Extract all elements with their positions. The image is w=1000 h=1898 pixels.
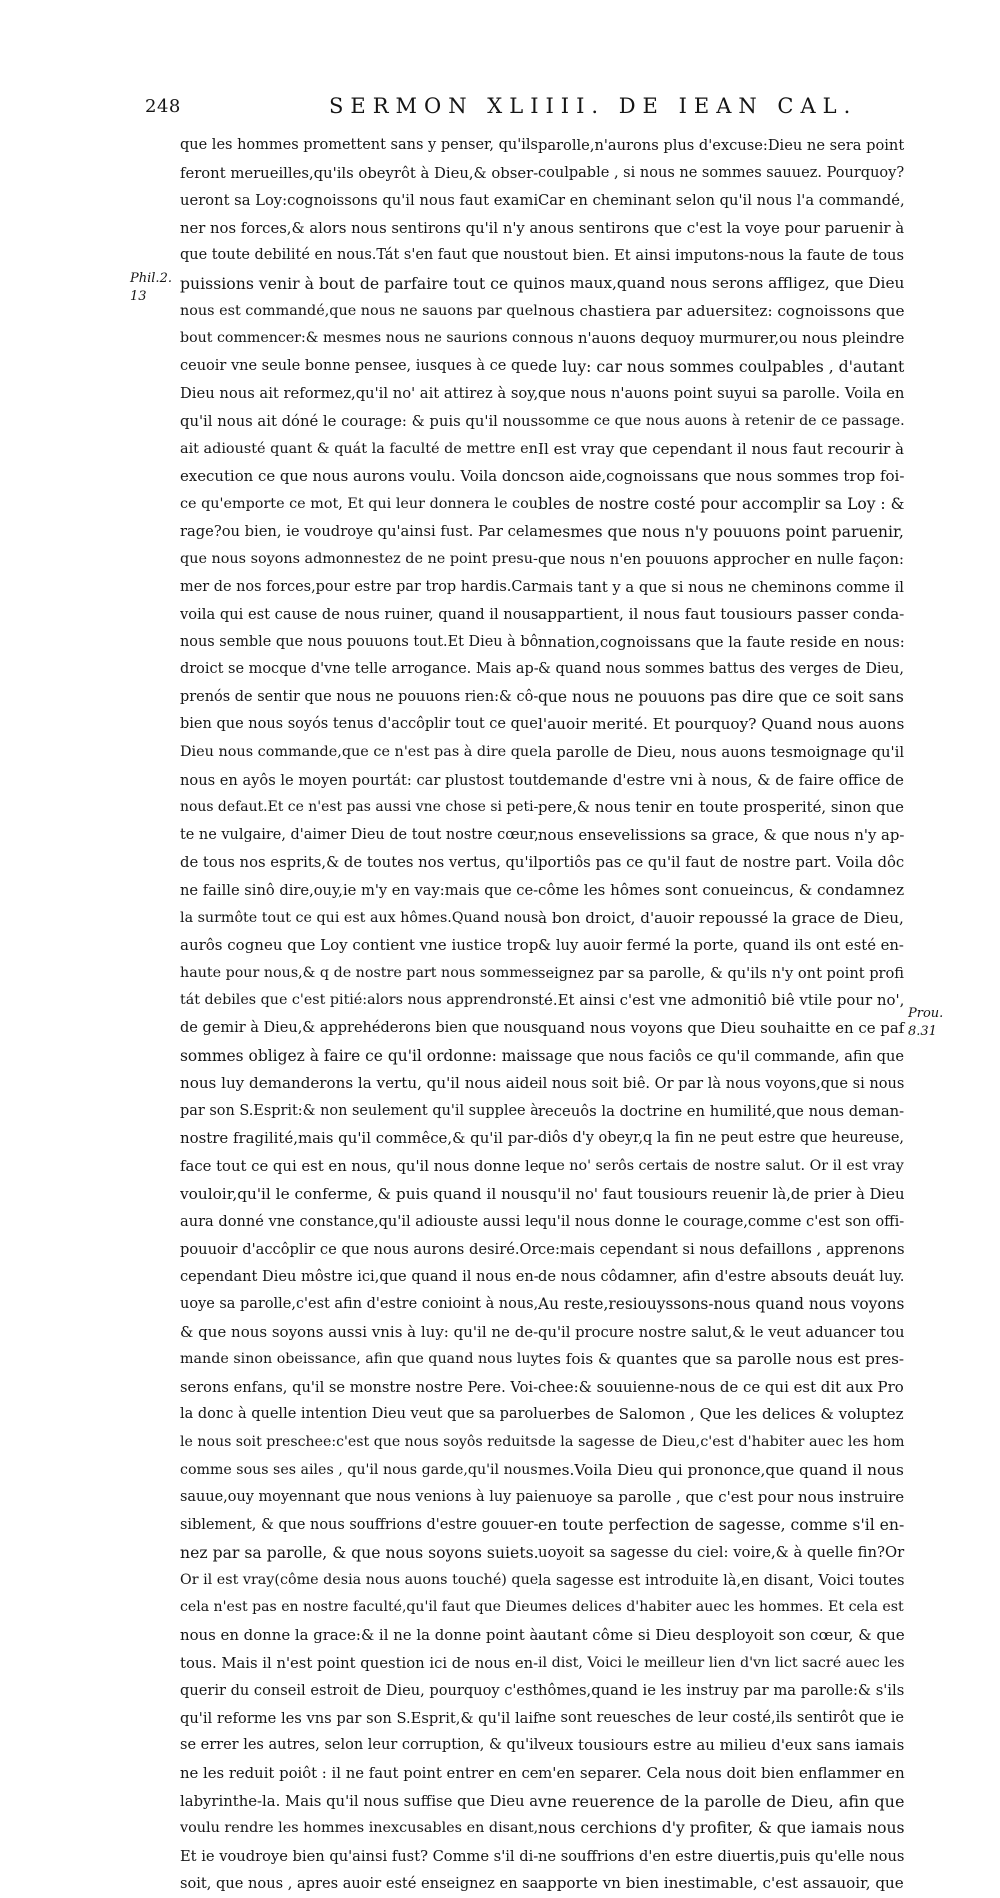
left-text-column — [180, 132, 542, 1898]
text-line: Il est vray que cependant il nous faut recourir à — [538, 439, 905, 458]
text-line: vouloir,qu'il le conferme, & puis quand il nous — [180, 1184, 538, 1203]
text-line: rage?ou bien, ie voudroye qu'ainsi fust. Par cela — [180, 523, 538, 541]
text-line: de tous nos esprits,& de toutes nos vertus, qu'il — [180, 854, 538, 872]
text-line: ne souffrions d'en estre diuertis,puis qu'elle nous — [538, 1847, 905, 1865]
text-line: nous luy demanderons la vertu, qu'il nous aide — [180, 1074, 539, 1093]
text-line: qu'il nous donne le courage,comme c'est son offi- — [538, 1213, 905, 1231]
text-line: la parolle de Dieu, nous auons tesmoignage qu'il — [538, 744, 905, 762]
text-line: te ne vulgaire, d'aimer Dieu de tout nostre cœur, — [180, 826, 539, 843]
text-line: la donc à quelle intention Dieu veut que sa parol — [180, 1406, 538, 1423]
text-line: mer de nos forces,pour estre par trop hardis.Car — [180, 578, 538, 595]
text-line: apporte vn bien inestimable, c'est assauoir, que — [538, 1874, 904, 1893]
text-line: que nous n'auons point suyui sa parolle. Voila en — [538, 385, 905, 403]
text-line: bles de nostre costé pour accomplir sa Loy : & — [538, 494, 905, 513]
text-line: nnation,cognoissans que la faute reside en nous: — [538, 633, 905, 651]
text-line: Car en cheminant selon qu'il nous l'a commandé, — [538, 192, 905, 210]
text-line: nous defaut.Et ce n'est pas aussi vne chose si peti- — [180, 799, 539, 816]
text-line: ait adiousté quant & quát la faculté de mettre en — [180, 440, 538, 457]
text-line: nous n'auons dequoy murmurer,ou nous pleindre — [538, 330, 905, 348]
text-line: nous semble que nous pouuons tout.Et Dieu à bô — [180, 633, 539, 650]
text-line: uoye sa parolle,c'est afin d'estre conioint à nous, — [180, 1295, 539, 1312]
text-line: l'auoir merité. Et pourquoy? Quand nous auons — [538, 715, 905, 734]
text-line: parolle,n'aurons plus d'excuse:Dieu ne sera point — [538, 137, 905, 154]
text-line: ne faille sinô dire,ouy,ie m'y en vay:mais que ce- — [180, 882, 539, 900]
text-line: que nous ne pouuons pas dire que ce soit sans — [538, 687, 904, 706]
text-line: siblement, & que nous souffrions d'estre gouuer- — [180, 1516, 539, 1533]
text-line: appartient, il nous faut tousiours passer conda- — [538, 605, 905, 624]
text-line: en toute perfection de sagesse, comme s'il en- — [538, 1515, 905, 1534]
text-line: nez par sa parolle, & que nous soyons suiets. — [180, 1543, 539, 1563]
text-line: de la sagesse de Dieu,c'est d'habiter auec les hom — [538, 1433, 905, 1450]
text-line: qu'il nous ait dóné le courage: & puis qu'il nous — [180, 412, 539, 430]
text-line: & que nous soyons aussi vnis à luy: qu'il ne de- — [180, 1322, 539, 1341]
text-line: aurôs cogneu que Loy contient vne iustice trop — [180, 936, 539, 955]
text-line: diôs d'y obeyr,q la fin ne peut estre que heureuse, — [538, 1130, 905, 1147]
text-line: ceuoir vne seule bonne pensee, iusques à ce que — [180, 357, 539, 374]
text-line: nous chastiera par aduersitez: cognoissons que — [538, 301, 905, 320]
text-line: coulpable , si nous ne sommes sauuez. Pourquoy? — [538, 164, 905, 181]
text-line: qu'il procure nostre salut,& le veut aduancer tou — [538, 1323, 905, 1341]
text-line: nous cerchions d'y profiter, & que iamais nous — [538, 1819, 905, 1838]
text-line: mande sinon obeissance, afin que quand nous luy — [180, 1351, 539, 1368]
text-line: tes fois & quantes que sa parolle nous est pres- — [538, 1350, 904, 1369]
text-line: mes.Voila Dieu qui prononce,que quand il nous — [538, 1460, 904, 1479]
text-line: autant côme si Dieu desployoit son cœur, & que — [538, 1626, 905, 1645]
text-line: & luy auoir fermé la porte, quand ils ont esté en- — [538, 937, 904, 955]
text-line: de nous côdamner, afin d'estre absouts deuát luy. — [538, 1268, 905, 1286]
text-line: sage que nous faciôs ce qu'il commande, afin que — [538, 1047, 905, 1065]
text-line: se errer les autres, selon leur corruption, & qu'il — [180, 1737, 539, 1754]
text-line: que no' serôs certais de nostre salut. Or il est vray — [538, 1157, 904, 1174]
text-line: m'en separer. Cela nous doit bien enflammer en — [538, 1764, 905, 1783]
text-line: veux tousiours estre au milieu d'eux sans iamais — [538, 1736, 905, 1755]
text-line: sommes obligez à faire ce qu'il ordonne: mais — [180, 1046, 539, 1065]
text-line: Au reste,resiouyssons-nous quand nous voyons — [538, 1294, 905, 1313]
text-line: ce:mais cependant si nous defaillons , apprenons — [538, 1240, 905, 1258]
text-line: Dieu nous commande,que ce n'est pas à dire que — [180, 744, 538, 761]
text-line: pouuoir d'accôplir ce que nous aurons desiré.Or — [180, 1240, 539, 1258]
text-line: serons enfans, qu'il se monstre nostre Pere. Voi- — [180, 1378, 539, 1396]
text-line: ner nos forces,& alors nous sentirons qu'il n'y a — [180, 219, 539, 237]
margin-note-line: Phil.2. — [130, 271, 172, 286]
text-line: seignez par sa parolle, & qu'ils n'y ont point profi — [538, 964, 905, 982]
text-line: nostre fragilité,mais qu'il commêce,& qu'il par- — [180, 1129, 539, 1148]
text-line: voulu rendre les hommes inexcusables en disant, — [180, 1820, 539, 1837]
text-line: aura donné vne constance,qu'il adiouste aussi le — [180, 1213, 539, 1231]
text-line: prenós de sentir que nous ne pouuons rien:& cô- — [180, 688, 539, 705]
text-line: chee:& souuienne-nous de ce qui est dit aux Pro — [538, 1377, 904, 1396]
text-line: qu'il no' faut tousiours reuenir là,de prier à Dieu — [538, 1184, 905, 1203]
text-line: mes delices d'habiter auec les hommes. Et cela est — [538, 1599, 904, 1616]
text-line: à bon droict, d'auoir repoussé la grace de Dieu, — [538, 908, 904, 927]
text-line: que toute debilité en nous.Tát s'en faut que nous — [180, 247, 539, 264]
text-line: face tout ce qui est en nous, qu'il nous donne le — [180, 1157, 539, 1175]
text-line: puissions venir à bout de parfaire tout ce qui — [180, 273, 539, 293]
text-line: ce qu'emporte ce mot, Et qui leur donnera le cou — [180, 495, 538, 512]
text-line: labyrinthe-la. Mais qu'il nous suffise que Dieu a — [180, 1792, 539, 1810]
text-line: quand nous voyons que Dieu souhaitte en ce paf — [538, 1019, 905, 1037]
text-line: nous est commandé,que nous ne sauons par quel — [180, 302, 538, 319]
text-line: que nous soyons admonnestez de ne point presu- — [180, 550, 538, 567]
text-line: tous. Mais il n'est point question ici de nous en- — [180, 1654, 539, 1672]
text-line: tát debiles que c'est pitié:alors nous apprendrons — [180, 992, 539, 1009]
margin-note-right — [908, 1005, 943, 1041]
text-line: somme ce que nous auons à retenir de ce passage. — [538, 412, 905, 429]
text-line: mais tant y a que si nous ne cheminons comme il — [538, 578, 905, 596]
text-line: Or il est vray(côme desia nous auons touché) que — [180, 1571, 539, 1588]
running-head: SERMON XLIIII. DE IEAN CAL. — [329, 94, 858, 118]
text-line: sauue,ouy moyennant que nous venions à luy pai — [180, 1489, 539, 1506]
text-line: la surmôte tout ce qui est aux hômes.Quand nous — [180, 909, 539, 926]
text-line: ne sont reuesches de leur costé,ils sentirôt que ie — [538, 1709, 904, 1726]
text-line: comme sous ses ailes , qu'il nous garde,qu'il nous — [180, 1461, 538, 1478]
margin-note-line: 8.31 — [908, 1024, 937, 1039]
text-line: té.Et ainsi c'est vne admonitiô biê vtile pour no', — [538, 991, 905, 1010]
text-line: pere,& nous tenir en toute prosperité, sinon que — [538, 798, 904, 817]
text-line: uoyoit sa sagesse du ciel: voire,& à quelle fin?Or — [538, 1544, 905, 1562]
text-line: nous en ayôs le moyen pourtát: car plustost tout — [180, 771, 539, 789]
text-line: soit, que nous , apres auoir esté enseignez en sa — [180, 1875, 539, 1893]
text-line: de gemir à Dieu,& apprehéderons bien que nous — [180, 1020, 539, 1036]
page-header — [0, 94, 1000, 126]
text-line: nous en donne la grace:& il ne la donne point à — [180, 1626, 539, 1645]
text-line: ueront sa Loy:cognoissons qu'il nous faut exami — [180, 192, 539, 210]
text-line: côme les hômes sont conueincus, & condamnez — [538, 881, 905, 900]
text-line: & quand nous sommes battus des verges de Dieu, — [538, 661, 904, 678]
margin-note-line: 13 — [130, 289, 147, 304]
text-line: que nous n'en pouuons approcher en nulle façon: — [538, 550, 904, 568]
text-line: que les hommes promettent sans y penser, qu'ils — [180, 137, 538, 153]
text-line: nous sentirons que c'est la voye pour paruenir à — [538, 218, 905, 237]
text-line: qu'il reforme les vns par son S.Esprit,& qu'il laif — [180, 1709, 539, 1727]
text-line: feront merueilles,qu'ils obeyrôt à Dieu,& obser- — [180, 164, 539, 182]
text-line: il nous soit biê. Or par là nous voyons,que si nous — [538, 1075, 905, 1093]
margin-note-line: Prou. — [908, 1006, 944, 1021]
text-line: portiôs pas ce qu'il faut de nostre part. Voila dôc — [538, 854, 905, 872]
text-line: cependant Dieu môstre ici,que quand il nous en- — [180, 1268, 539, 1286]
right-text-column — [538, 132, 908, 1898]
text-line: de luy: car nous sommes coulpables , d'autant — [538, 356, 905, 376]
text-line: ne les reduit poiôt : il ne faut point entrer en ce — [180, 1765, 539, 1783]
text-line: il dist, Voici le meilleur lien d'vn lict sacré auec les — [538, 1654, 905, 1671]
text-line: voila qui est cause de nous ruiner, quand il nous — [180, 606, 539, 624]
text-line: bien que nous soyós tenus d'accôplir tout ce que — [180, 716, 538, 733]
margin-note-left — [130, 270, 172, 306]
text-line: nous ensevelissions sa grace, & que nous n'y ap- — [538, 826, 905, 844]
text-line: Et ie voudroye bien qu'ainsi fust? Comme s'il di- — [180, 1847, 539, 1865]
text-line: enuoye sa parolle , que c'est pour nous instruire — [538, 1488, 905, 1507]
text-line: receuôs la doctrine en humilité,que nous deman- — [538, 1102, 905, 1120]
text-line: mesmes que nous n'y pouuons point paruenir, — [538, 522, 904, 542]
page-number: 248 — [145, 96, 181, 117]
text-line: Dieu nous ait reformez,qu'il no' ait attirez à soy, — [180, 385, 539, 403]
text-line: bout commencer:& mesmes nous ne saurions con — [180, 330, 538, 347]
text-line: cela n'est pas en nostre faculté,qu'il faut que Dieu — [180, 1599, 539, 1616]
text-line: demande d'estre vni à nous, & de faire office de — [538, 770, 904, 789]
text-line: uerbes de Salomon , Que les delices & voluptez — [538, 1405, 904, 1424]
text-line: querir du conseil estroit de Dieu, pourquoy c'est — [180, 1682, 539, 1700]
text-line: execution ce que nous aurons voulu. Voila donc — [180, 467, 539, 486]
text-line: le nous soit preschee:c'est que nous soyôs reduits — [180, 1433, 538, 1450]
text-line: droict se mocque d'vne telle arrogance. Mais ap- — [180, 661, 539, 678]
text-line: tout bien. Et ainsi imputons-nous la faute de tous — [538, 247, 905, 265]
text-line: son aide,cognoissans que nous sommes trop foi- — [538, 467, 905, 486]
text-line: haute pour nous,& q de nostre part nous sommes — [180, 964, 539, 981]
text-line: vne reuerence de la parolle de Dieu, afin que — [538, 1791, 905, 1811]
text-line: hômes,quand ie les instruy par ma parolle:& s'ils — [538, 1682, 905, 1700]
text-line: nos maux,quand nous serons affligez, que Dieu — [538, 273, 905, 292]
text-line: par son S.Esprit:& non seulement qu'il supplee à — [180, 1102, 539, 1119]
text-line: la sagesse est introduite là,en disant, Voici toutes — [538, 1571, 905, 1589]
